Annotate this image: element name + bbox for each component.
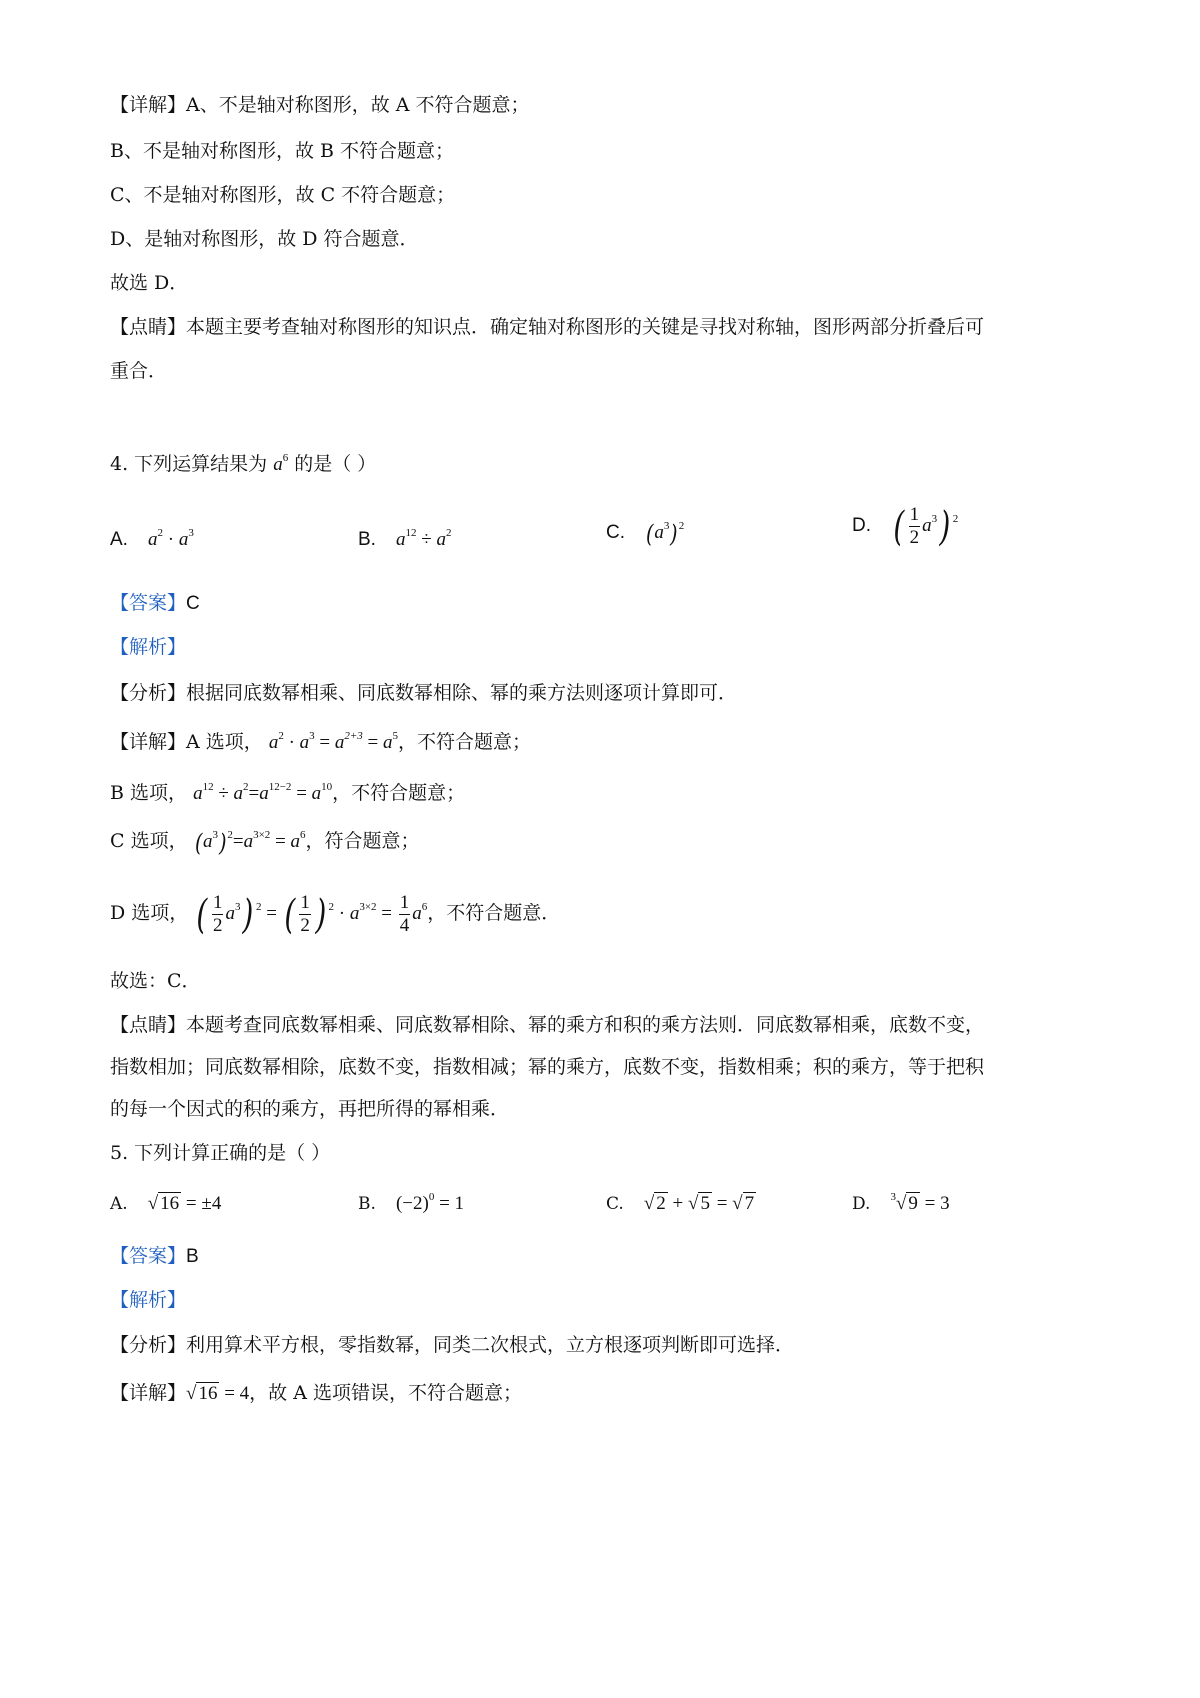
q3-comment-line-1: 【点睛】本题主要考查轴对称图形的知识点．确定轴对称图形的关键是寻找对称轴，图形两部分折叠后可	[110, 316, 985, 338]
q5-analysis: 【分析】利用算术平方根，零指数幂，同类二次根式，立方根逐项判断即可选择．	[110, 1334, 795, 1356]
q5-detail: 【详解】√ 16 = 4，故 A 选项错误，不符合题意；	[110, 1382, 522, 1404]
q4-analysis: 【分析】根据同底数幂相乘、同底数幂相除、幂的乘方法则逐项计算即可．	[110, 682, 738, 704]
q4-option-a: A. $a^2 \cdot a^3$	[110, 527, 194, 550]
q4-analysis-tag: 【解析】	[110, 637, 187, 658]
q4-option-d: D. ( $\frac{1}{2}$ $a^3$) $^2$	[852, 503, 959, 550]
q5-answer: 【答案】B	[110, 1246, 199, 1267]
q5-option-c: C. √ 2 + √ 5 = √ 7	[606, 1193, 755, 1214]
q3-choice: 故选 D．	[110, 272, 189, 294]
q4-detail-a: 【详解】A 选项， $a^2 \cdot a^3 = a^{2+3} = a^5$，不符合题意；	[110, 730, 532, 753]
q4-stem-math: $a^6$	[273, 452, 289, 475]
q4-answer: 【答案】C	[110, 593, 200, 614]
q4-option-c: C. $(a^3)^2$	[606, 520, 685, 548]
q5-analysis-tag: 【解析】	[110, 1290, 187, 1311]
q3-detail-c: C、不是轴对称图形，故 C 不符合题意；	[110, 184, 456, 206]
q4-stem: 4. 下列运算结果为 $a^6$ 的是（ ）	[110, 452, 377, 475]
q5-option-b: B. $(-2)^0 = 1$	[358, 1191, 465, 1214]
q4-comment-line-3: 的每一个因式的积的乘方，再把所得的幂相乘．	[110, 1098, 510, 1120]
q5-option-d: D. $^3$√ 9 = 3	[852, 1191, 950, 1214]
q3-detail-b: B、不是轴对称图形，故 B 不符合题意；	[110, 140, 455, 162]
q3-detail-d: D、是轴对称图形，故 D 符合题意．	[110, 228, 419, 250]
q4-detail-c: C 选项， $(a^3)^2=a^{3\times 2} = a^6$，符合题意；	[110, 828, 420, 857]
q4-comment-line-1: 【点睛】本题考查同底数幂相乘、同底数幂相除、幂的乘方和积的乘方法则．同底数幂相乘，底数不变，	[110, 1014, 985, 1036]
q5-stem: 5. 下列计算正确的是（ ）	[110, 1142, 331, 1164]
q4-detail-d: D 选项， ( $\frac{1}{2}$ $a^3$) $^2$ = ( $\frac{1}{2}$ ) $^2 \cdot a^{3\times 2}$ = $\frac{1}{4}$ $a^6$，不符合题意．	[110, 891, 561, 938]
q4-detail-b: B 选项， $a^{12} \div a^2=a^{12-2} = a^{10}$，不符合题意；	[110, 781, 466, 804]
q5-option-a: A. √ 16 = ±4	[110, 1193, 222, 1214]
q4-choice: 故选：C．	[110, 970, 201, 992]
q4-option-b: B. $a^{12} \div a^2$	[358, 527, 452, 550]
q4-comment-line-2: 指数相加；同底数幂相除，底数不变，指数相减；幂的乘方，底数不变，指数相乘；积的乘方，等于把积	[110, 1056, 985, 1078]
q3-detail-a: 【详解】A、不是轴对称图形，故 A 不符合题意；	[110, 94, 530, 116]
q3-comment-line-2: 重合．	[110, 360, 168, 382]
